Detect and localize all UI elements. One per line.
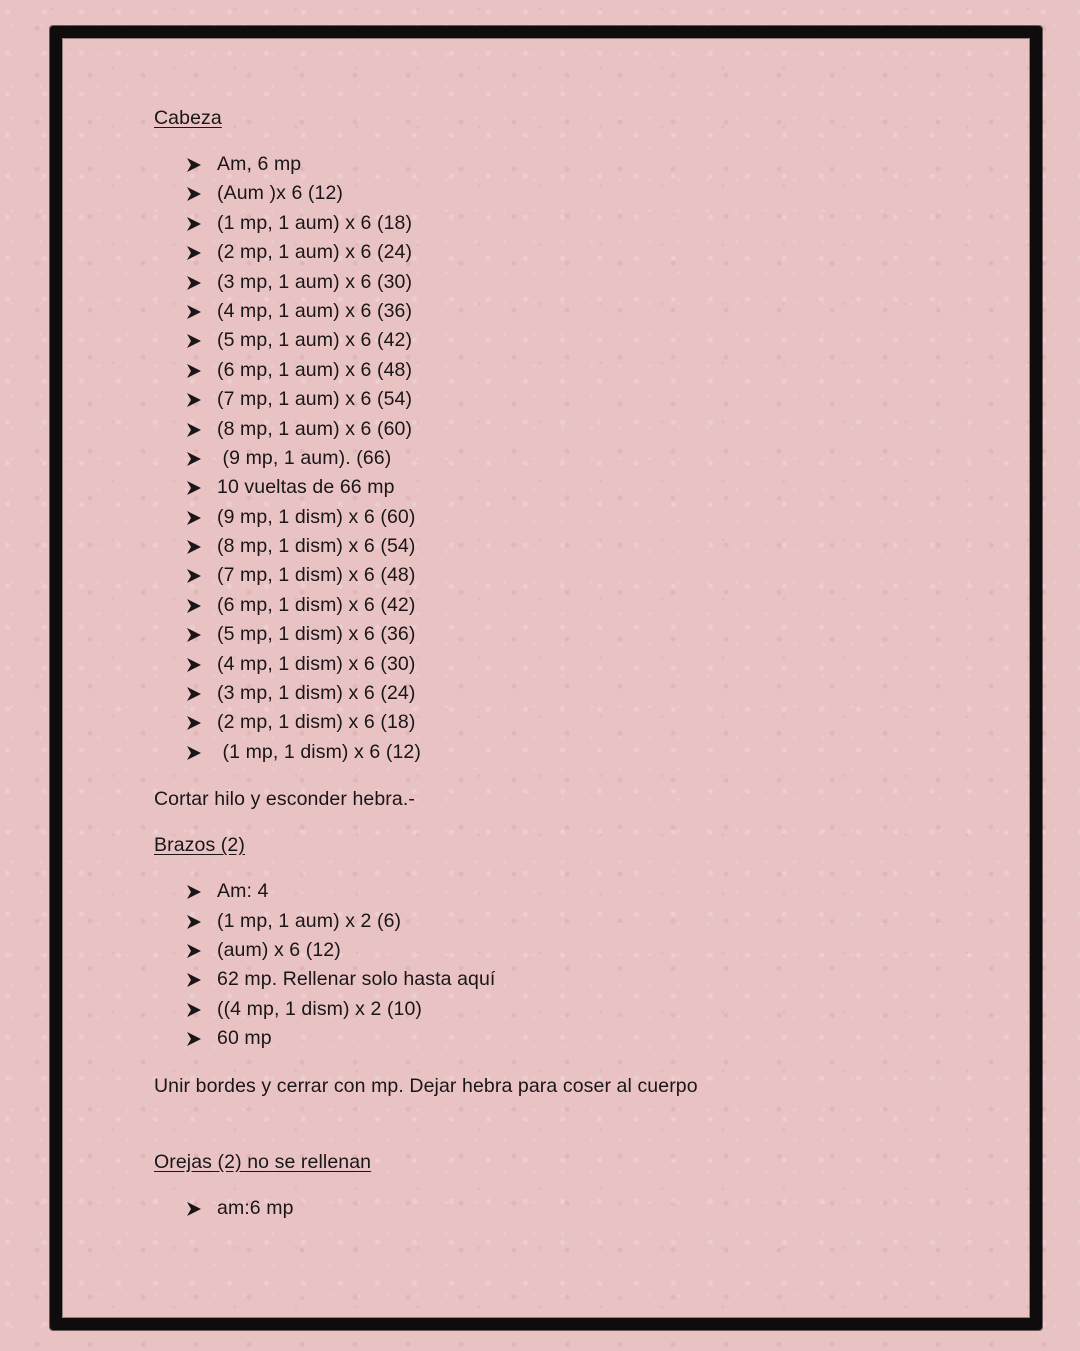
arrowhead-bullet-icon bbox=[186, 275, 202, 291]
list-item-text: (8 mp, 1 aum) x 6 (60) bbox=[217, 417, 413, 440]
list-item bbox=[186, 150, 974, 179]
list-item bbox=[186, 356, 974, 385]
arrowhead-bullet-icon bbox=[186, 363, 202, 379]
list-item-text: (9 mp, 1 dism) x 6 (60) bbox=[217, 505, 416, 528]
section-brazos bbox=[154, 830, 974, 1100]
list-item-text: (Aum )x 6 (12) bbox=[217, 182, 344, 205]
arrowhead-bullet-icon bbox=[186, 1002, 202, 1018]
arrowhead-bullet-icon bbox=[186, 186, 202, 202]
section-heading: Orejas (2) no se rellenan bbox=[154, 1150, 372, 1173]
arrowhead-bullet-icon bbox=[186, 304, 202, 320]
document-body bbox=[154, 100, 974, 1223]
list-item bbox=[186, 708, 974, 737]
list-item bbox=[186, 385, 974, 414]
list-item-text: am:6 mp bbox=[217, 1196, 294, 1219]
list-item bbox=[186, 1194, 974, 1223]
list-item-text: (aum) x 6 (12) bbox=[217, 938, 341, 961]
list-item-text: 60 mp bbox=[217, 1027, 272, 1050]
arrowhead-bullet-icon bbox=[186, 715, 202, 731]
list-item-text: (4 mp, 1 dism) x 6 (30) bbox=[217, 652, 416, 675]
arrowhead-bullet-icon bbox=[186, 884, 202, 900]
list-item-text: (8 mp, 1 dism) x 6 (54) bbox=[217, 535, 416, 558]
arrowhead-bullet-icon bbox=[186, 392, 202, 408]
arrowhead-bullet-icon bbox=[186, 480, 202, 496]
list-item bbox=[186, 620, 974, 649]
list-item bbox=[186, 326, 974, 355]
list-item-text: (2 mp, 1 aum) x 6 (24) bbox=[217, 241, 413, 264]
list-item-text: (9 mp, 1 aum). (66) bbox=[217, 446, 392, 469]
list-item-text: (4 mp, 1 aum) x 6 (36) bbox=[217, 299, 413, 322]
arrowhead-bullet-icon bbox=[186, 686, 202, 702]
list-item bbox=[186, 679, 974, 708]
arrowhead-bullet-icon bbox=[186, 914, 202, 930]
list-item-text: (1 mp, 1 aum) x 6 (18) bbox=[217, 211, 413, 234]
list-item-text: (2 mp, 1 dism) x 6 (18) bbox=[217, 711, 416, 734]
section-cabeza bbox=[154, 103, 974, 814]
list-item-text: (5 mp, 1 dism) x 6 (36) bbox=[217, 623, 416, 646]
list-item bbox=[186, 209, 974, 238]
list-item bbox=[186, 503, 974, 532]
section-note: Cortar hilo y esconder hebra.- bbox=[154, 788, 415, 811]
list-item bbox=[186, 1024, 974, 1053]
list-item bbox=[186, 238, 974, 267]
arrowhead-bullet-icon bbox=[186, 216, 202, 232]
list-item-text: (6 mp, 1 dism) x 6 (42) bbox=[217, 593, 416, 616]
list-item-text: (6 mp, 1 aum) x 6 (48) bbox=[217, 358, 413, 381]
list-item-text: (3 mp, 1 aum) x 6 (30) bbox=[217, 270, 413, 293]
arrowhead-bullet-icon bbox=[186, 745, 202, 761]
list-item-text: Am, 6 mp bbox=[217, 153, 302, 175]
arrowhead-bullet-icon bbox=[186, 943, 202, 959]
section-heading: Brazos (2) bbox=[154, 834, 245, 857]
section-orejas bbox=[154, 1147, 974, 1223]
arrowhead-bullet-icon bbox=[186, 568, 202, 584]
list-item bbox=[186, 738, 974, 767]
list-item bbox=[186, 268, 974, 297]
instruction-list bbox=[154, 150, 974, 767]
list-item-text: (1 mp, 1 aum) x 2 (6) bbox=[217, 909, 402, 932]
list-item-text: (7 mp, 1 dism) x 6 (48) bbox=[217, 564, 416, 587]
list-item-text: 10 vueltas de 66 mp bbox=[217, 476, 395, 499]
arrowhead-bullet-icon bbox=[186, 451, 202, 467]
arrowhead-bullet-icon bbox=[186, 1031, 202, 1047]
arrowhead-bullet-icon bbox=[186, 627, 202, 643]
instruction-list bbox=[154, 877, 974, 1053]
section-heading: Cabeza bbox=[154, 107, 222, 129]
section-note: Unir bordes y cerrar con mp. Dejar hebra para coser al cuerpo bbox=[154, 1074, 698, 1097]
arrowhead-bullet-icon bbox=[186, 510, 202, 526]
arrowhead-bullet-icon bbox=[186, 657, 202, 673]
list-item bbox=[186, 936, 974, 965]
list-item bbox=[186, 532, 974, 561]
list-item-text: (3 mp, 1 dism) x 6 (24) bbox=[217, 682, 416, 705]
list-item bbox=[186, 444, 974, 473]
list-item-text: ((4 mp, 1 dism) x 2 (10) bbox=[217, 997, 423, 1020]
list-item bbox=[186, 179, 974, 208]
list-item-text: (1 mp, 1 dism) x 6 (12) bbox=[217, 740, 421, 763]
list-item bbox=[186, 415, 974, 444]
arrowhead-bullet-icon bbox=[186, 245, 202, 261]
list-item bbox=[186, 297, 974, 326]
list-item bbox=[186, 995, 974, 1024]
list-item bbox=[186, 877, 974, 906]
list-item bbox=[186, 965, 974, 994]
list-item-text: (5 mp, 1 aum) x 6 (42) bbox=[217, 329, 413, 352]
instruction-list bbox=[154, 1194, 974, 1223]
arrowhead-bullet-icon bbox=[186, 539, 202, 555]
list-item-text: 62 mp. Rellenar solo hasta aquí bbox=[217, 968, 496, 991]
list-item bbox=[186, 650, 974, 679]
arrowhead-bullet-icon bbox=[186, 598, 202, 614]
arrowhead-bullet-icon bbox=[186, 972, 202, 988]
arrowhead-bullet-icon bbox=[186, 1201, 202, 1217]
list-item-text: (7 mp, 1 aum) x 6 (54) bbox=[217, 388, 413, 411]
arrowhead-bullet-icon bbox=[186, 422, 202, 438]
list-item-text: Am: 4 bbox=[217, 880, 269, 903]
list-item bbox=[186, 591, 974, 620]
list-item bbox=[186, 907, 974, 936]
arrowhead-bullet-icon bbox=[186, 333, 202, 349]
list-item bbox=[186, 561, 974, 590]
list-item bbox=[186, 473, 974, 502]
arrowhead-bullet-icon bbox=[186, 157, 202, 173]
